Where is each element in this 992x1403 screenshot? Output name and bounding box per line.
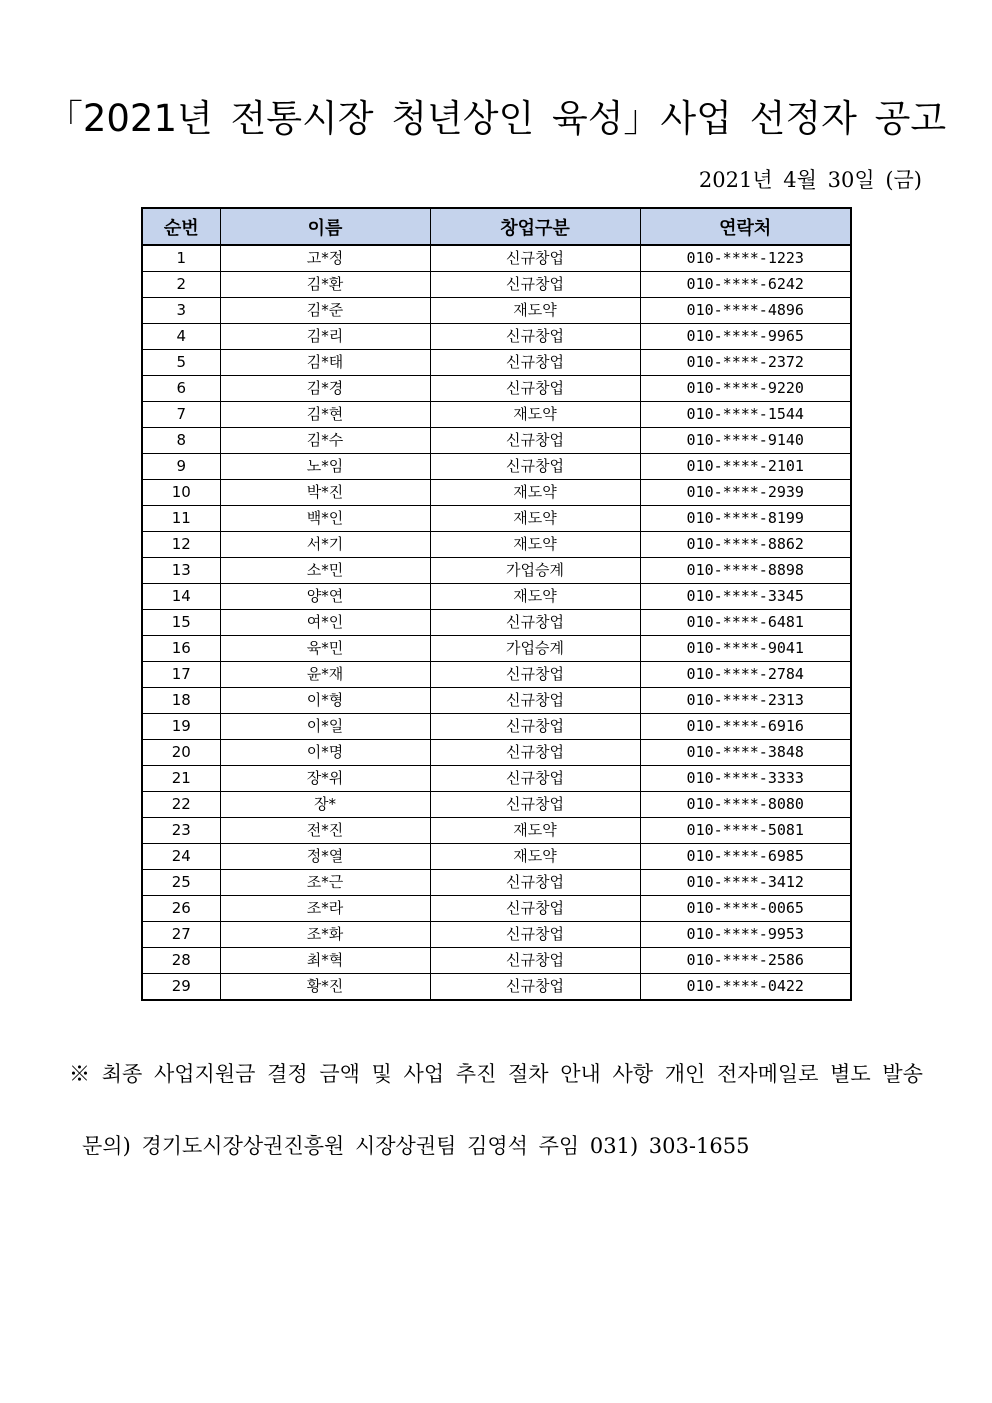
cell-business-type: 신규창업 xyxy=(430,948,640,974)
cell-contact: 010-****-4896 xyxy=(640,298,851,324)
cell-contact: 010-****-8199 xyxy=(640,506,851,532)
table-row xyxy=(142,818,851,844)
cell-name: 장* xyxy=(220,792,430,818)
cell-business-type: 신규창업 xyxy=(430,272,640,298)
cell-business-type: 재도약 xyxy=(430,298,640,324)
cell-contact: 010-****-8898 xyxy=(640,558,851,584)
cell-number: 27 xyxy=(142,922,220,948)
cell-name: 노*임 xyxy=(220,454,430,480)
cell-contact: 010-****-2372 xyxy=(640,350,851,376)
cell-business-type: 재도약 xyxy=(430,532,640,558)
table-row xyxy=(142,974,851,1001)
cell-business-type: 신규창업 xyxy=(430,688,640,714)
cell-business-type: 가업승계 xyxy=(430,636,640,662)
cell-number: 29 xyxy=(142,974,220,1001)
cell-name: 여*인 xyxy=(220,610,430,636)
cell-number: 26 xyxy=(142,896,220,922)
cell-business-type: 신규창업 xyxy=(430,740,640,766)
cell-number: 19 xyxy=(142,714,220,740)
cell-contact: 010-****-1223 xyxy=(640,245,851,272)
selectee-table xyxy=(141,207,852,1001)
cell-number: 12 xyxy=(142,532,220,558)
cell-business-type: 신규창업 xyxy=(430,766,640,792)
cell-contact: 010-****-9041 xyxy=(640,636,851,662)
cell-number: 14 xyxy=(142,584,220,610)
cell-number: 18 xyxy=(142,688,220,714)
cell-contact: 010-****-3333 xyxy=(640,766,851,792)
cell-name: 황*진 xyxy=(220,974,430,1001)
cell-name: 백*인 xyxy=(220,506,430,532)
cell-business-type: 신규창업 xyxy=(430,245,640,272)
cell-name: 이*일 xyxy=(220,714,430,740)
table-row xyxy=(142,480,851,506)
cell-number: 15 xyxy=(142,610,220,636)
cell-name: 조*화 xyxy=(220,922,430,948)
cell-contact: 010-****-0422 xyxy=(640,974,851,1001)
table-row xyxy=(142,298,851,324)
table-row xyxy=(142,636,851,662)
cell-contact: 010-****-9220 xyxy=(640,376,851,402)
cell-business-type: 신규창업 xyxy=(430,428,640,454)
cell-business-type: 신규창업 xyxy=(430,610,640,636)
cell-number: 4 xyxy=(142,324,220,350)
cell-contact: 010-****-6985 xyxy=(640,844,851,870)
cell-name: 윤*재 xyxy=(220,662,430,688)
cell-number: 8 xyxy=(142,428,220,454)
cell-contact: 010-****-9140 xyxy=(640,428,851,454)
table-row xyxy=(142,506,851,532)
cell-contact: 010-****-2313 xyxy=(640,688,851,714)
cell-contact: 010-****-8862 xyxy=(640,532,851,558)
cell-contact: 010-****-2586 xyxy=(640,948,851,974)
cell-business-type: 재도약 xyxy=(430,480,640,506)
table-row xyxy=(142,922,851,948)
cell-contact: 010-****-2101 xyxy=(640,454,851,480)
cell-number: 2 xyxy=(142,272,220,298)
cell-business-type: 신규창업 xyxy=(430,792,640,818)
table-row xyxy=(142,662,851,688)
cell-contact: 010-****-0065 xyxy=(640,896,851,922)
contact-info: 문의) 경기도시장상권진흥원 시장상권팀 김영석 주임 031) 303-1655 xyxy=(82,1134,750,1158)
table-row xyxy=(142,844,851,870)
table-body xyxy=(142,245,851,1000)
table-row xyxy=(142,454,851,480)
cell-number: 1 xyxy=(142,245,220,272)
cell-contact: 010-****-1544 xyxy=(640,402,851,428)
cell-contact: 010-****-2784 xyxy=(640,662,851,688)
header-name: 이름 xyxy=(220,208,430,245)
cell-business-type: 가업승계 xyxy=(430,558,640,584)
table-row xyxy=(142,740,851,766)
table-row xyxy=(142,610,851,636)
cell-number: 23 xyxy=(142,818,220,844)
cell-number: 6 xyxy=(142,376,220,402)
cell-contact: 010-****-5081 xyxy=(640,818,851,844)
cell-number: 25 xyxy=(142,870,220,896)
table-row xyxy=(142,792,851,818)
table-header-row xyxy=(142,208,851,245)
table-row xyxy=(142,245,851,272)
cell-name: 김*경 xyxy=(220,376,430,402)
cell-business-type: 신규창업 xyxy=(430,350,640,376)
cell-number: 7 xyxy=(142,402,220,428)
cell-business-type: 재도약 xyxy=(430,844,640,870)
cell-name: 김*리 xyxy=(220,324,430,350)
cell-contact: 010-****-3345 xyxy=(640,584,851,610)
cell-number: 16 xyxy=(142,636,220,662)
cell-business-type: 신규창업 xyxy=(430,714,640,740)
table-row xyxy=(142,870,851,896)
table-row xyxy=(142,402,851,428)
header-contact: 연락처 xyxy=(640,208,851,245)
table-row xyxy=(142,584,851,610)
cell-business-type: 재도약 xyxy=(430,402,640,428)
table-row xyxy=(142,896,851,922)
cell-number: 5 xyxy=(142,350,220,376)
cell-business-type: 신규창업 xyxy=(430,376,640,402)
cell-number: 17 xyxy=(142,662,220,688)
cell-business-type: 재도약 xyxy=(430,818,640,844)
cell-contact: 010-****-9953 xyxy=(640,922,851,948)
table-row xyxy=(142,350,851,376)
cell-name: 김*태 xyxy=(220,350,430,376)
cell-number: 13 xyxy=(142,558,220,584)
cell-name: 이*명 xyxy=(220,740,430,766)
cell-contact: 010-****-6242 xyxy=(640,272,851,298)
table-row xyxy=(142,714,851,740)
cell-business-type: 신규창업 xyxy=(430,454,640,480)
announcement-date: 2021년 4월 30일 (금) xyxy=(698,168,922,192)
cell-contact: 010-****-2939 xyxy=(640,480,851,506)
table-row xyxy=(142,324,851,350)
cell-number: 21 xyxy=(142,766,220,792)
cell-name: 조*라 xyxy=(220,896,430,922)
cell-number: 3 xyxy=(142,298,220,324)
cell-name: 김*준 xyxy=(220,298,430,324)
cell-business-type: 신규창업 xyxy=(430,870,640,896)
cell-name: 김*현 xyxy=(220,402,430,428)
cell-name: 서*기 xyxy=(220,532,430,558)
cell-number: 20 xyxy=(142,740,220,766)
cell-business-type: 신규창업 xyxy=(430,662,640,688)
cell-name: 조*근 xyxy=(220,870,430,896)
cell-name: 최*혁 xyxy=(220,948,430,974)
cell-business-type: 재도약 xyxy=(430,506,640,532)
selectee-table-container xyxy=(141,207,852,1001)
table-row xyxy=(142,376,851,402)
cell-name: 정*열 xyxy=(220,844,430,870)
cell-business-type: 신규창업 xyxy=(430,324,640,350)
table-row xyxy=(142,948,851,974)
cell-contact: 010-****-8080 xyxy=(640,792,851,818)
cell-name: 양*연 xyxy=(220,584,430,610)
cell-contact: 010-****-9965 xyxy=(640,324,851,350)
cell-number: 9 xyxy=(142,454,220,480)
table-row xyxy=(142,558,851,584)
cell-business-type: 신규창업 xyxy=(430,922,640,948)
cell-name: 육*민 xyxy=(220,636,430,662)
cell-name: 박*진 xyxy=(220,480,430,506)
cell-name: 전*진 xyxy=(220,818,430,844)
table-row xyxy=(142,766,851,792)
cell-contact: 010-****-3848 xyxy=(640,740,851,766)
cell-name: 김*환 xyxy=(220,272,430,298)
notice-text: ※ 최종 사업지원금 결정 금액 및 사업 추진 절차 안내 사항 개인 전자메일로 별도 발송 xyxy=(69,1062,923,1086)
cell-contact: 010-****-3412 xyxy=(640,870,851,896)
header-business-type: 창업구분 xyxy=(430,208,640,245)
cell-business-type: 신규창업 xyxy=(430,896,640,922)
cell-number: 28 xyxy=(142,948,220,974)
cell-name: 김*수 xyxy=(220,428,430,454)
table-row xyxy=(142,428,851,454)
header-number: 순번 xyxy=(142,208,220,245)
cell-number: 22 xyxy=(142,792,220,818)
cell-contact: 010-****-6916 xyxy=(640,714,851,740)
cell-number: 10 xyxy=(142,480,220,506)
cell-name: 이*형 xyxy=(220,688,430,714)
cell-number: 11 xyxy=(142,506,220,532)
cell-name: 고*정 xyxy=(220,245,430,272)
cell-name: 장*위 xyxy=(220,766,430,792)
cell-number: 24 xyxy=(142,844,220,870)
table-row xyxy=(142,532,851,558)
cell-business-type: 신규창업 xyxy=(430,974,640,1001)
page-title: 「2021년 전통시장 청년상인 육성」사업 선정자 공고 xyxy=(45,97,947,140)
table-row xyxy=(142,688,851,714)
cell-contact: 010-****-6481 xyxy=(640,610,851,636)
table-row xyxy=(142,272,851,298)
cell-name: 소*민 xyxy=(220,558,430,584)
cell-business-type: 재도약 xyxy=(430,584,640,610)
